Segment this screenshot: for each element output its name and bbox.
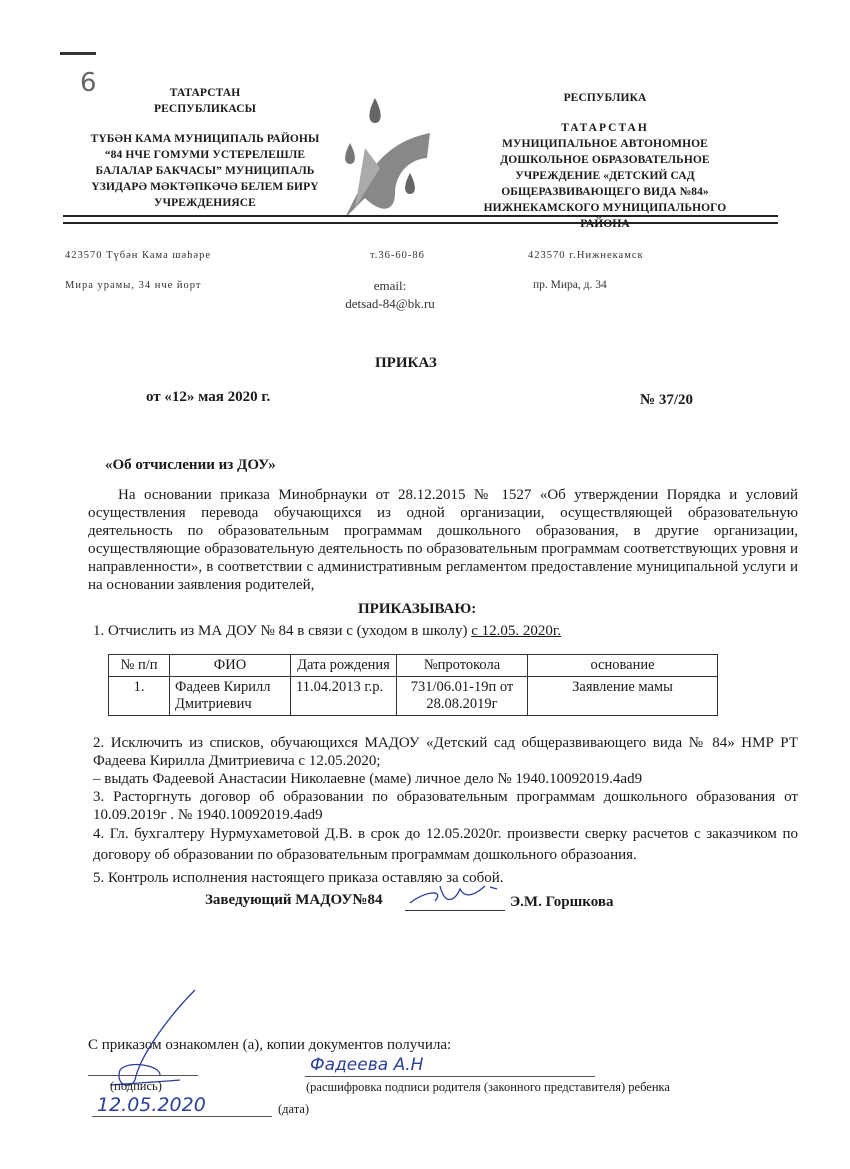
item-1-text: 1. Отчислить из МА ДОУ № 84 в связи с (уходом в школу) — [93, 623, 472, 639]
item-1-date: с 12.05. 2020г. — [471, 623, 562, 639]
header-right-org: НИЖНЕКАМСКОГО МУНИЦИПАЛЬНОГО — [483, 202, 727, 214]
header-right-org: ОБЩЕРАЗВИВАЮЩЕГО ВИДА №84» — [501, 186, 709, 198]
header-left-org: ТҮБӘН КАМА МУНИЦИПАЛЬ РАЙОНЫ — [90, 133, 320, 145]
head-signature — [405, 881, 505, 911]
header-left-org: БАЛАЛАР БАКЧАСЫ” МУНИЦИПАЛЬ — [95, 165, 315, 177]
head-name: Э.М. Горшкова — [510, 894, 614, 910]
date-line — [92, 1116, 272, 1117]
column-header: Дата рождения — [291, 655, 397, 677]
email: detsad-84@bk.ru — [345, 296, 435, 311]
column-header: № п/п — [109, 655, 170, 677]
header-right-org: РАЙОНА — [580, 218, 630, 230]
item-4: 4. Гл. бухгалтеру Нурмухаметовой Д.В. в срок до 12.05.2020г. произвести сверку расчетов с заказчиком по договору об образовании по образовательным программам дошкольного образоания. — [93, 826, 798, 863]
table-cell: 731/06.01-19п от 28.08.2019г — [397, 677, 528, 716]
document-date: от «12» мая 2020 г. — [146, 389, 271, 405]
left-address-line1: 423570 Түбән Кама шәһәре — [65, 250, 211, 261]
header-left-org: УЧРЕЖДЕНИЯСЕ — [154, 197, 256, 209]
header-right-org: УЧРЕЖДЕНИЕ «ДЕТСКИЙ САД — [515, 170, 695, 182]
table-cell: Фадеев Кирилл Дмитриевич — [170, 677, 291, 716]
date-label: (дата) — [278, 1102, 310, 1116]
document-subject: «Об отчислении из ДОУ» — [105, 457, 276, 473]
head-title: Заведующий МАДОУ№84 — [205, 892, 383, 908]
header-right-line2: ТАТАРСТАН — [561, 122, 649, 134]
document-body — [88, 456, 798, 913]
handwritten-page-number: 6 — [80, 68, 97, 98]
left-address-line2: Мира урамы, 34 нче йорт — [65, 280, 202, 291]
table-row — [109, 677, 718, 716]
header-right-line1: РЕСПУБЛИКА — [563, 92, 647, 104]
header-divider — [63, 215, 778, 224]
date-handwritten: 12.05.2020 — [97, 1094, 206, 1116]
header-right-org: МУНИЦИПАЛЬНОЕ АВТОНОМНОЕ — [502, 138, 708, 150]
students-table — [108, 654, 718, 716]
right-address-line1: 423570 г.Нижнекамск — [528, 250, 644, 261]
head-signature-row — [88, 891, 798, 913]
column-header: основание — [528, 655, 718, 677]
item-3: 3. Расторгнуть договор об образовании по образовательным программам дошкольного образования от 10.09.2019г . № 1940.10092019.4ad9 — [93, 789, 798, 823]
pen-mark — [60, 52, 96, 55]
header-left-line1: ТАТАРСТАН — [169, 87, 241, 99]
preamble-paragraph: На основании приказа Минобрнауки от 28.12.2015 № 1527 «Об утверждении Порядка и условий осуществления перевода обучающихся из одной организации, осуществляющей образовательную деятельность по образовательным программам дошкольного образования, в другие организации, осуществляющие образовательную деятельность по образовательным программам соответствующих уровня и направленности», в соответствии с административным регламентом предоставление муниципальной услуги и на основании заявления родителей, — [88, 487, 798, 593]
right-address-line2: пр. Мира, д. 34 — [533, 279, 607, 291]
item-2b: – выдать Фадеевой Анастасии Николаевне (маме) личное дело № 1940.10092019.4ad9 — [93, 771, 643, 787]
signature-label: (подпись) — [110, 1079, 162, 1093]
item-1 — [93, 622, 798, 640]
column-header: ФИО — [170, 655, 291, 677]
table-header-row — [109, 655, 718, 677]
order-word: ПРИКАЗЫВАЮ: — [358, 601, 477, 617]
document-number: № 37/20 — [640, 392, 693, 408]
item-2: 2. Исключить из списков, обучающихся МАДОУ «Детский сад общеразвивающего вида № 84» НМР РТ Фадеева Кирилла Дмитриевича с 12.05.2020; — [93, 735, 798, 769]
item-5: 5. Контроль исполнения настоящего приказа оставляю за собой. — [93, 870, 504, 886]
email-label: email: — [373, 278, 407, 293]
parent-name-handwritten: Фадеева А.Н — [310, 1055, 424, 1075]
decode-label: (расшифровка подписи родителя (законного представителя) ребенка — [306, 1080, 670, 1094]
header-left-line2: РЕСПУБЛИКАСЫ — [153, 103, 257, 115]
email-block — [340, 277, 440, 313]
document-title: ПРИКАЗ — [375, 355, 437, 371]
phone: т.36-60-86 — [370, 250, 425, 261]
header-left-org: ҮЗИДАРӘ МӘКТӘПКӘЧӘ БЕЛЕМ БИРҮ — [91, 181, 319, 193]
table-cell: 11.04.2013 г.р. — [291, 677, 397, 716]
table-cell: 1. — [109, 677, 170, 716]
decode-line — [305, 1076, 595, 1077]
header-left — [85, 85, 325, 211]
header-left-org: “84 НЧЕ ГОМУМИ УСТЕРЕЛЕШЛЕ — [104, 149, 306, 161]
column-header: №протокола — [397, 655, 528, 677]
header-right — [475, 90, 735, 232]
acknowledgement-text: С приказом ознакомлен (а), копии документов получила: — [88, 1037, 452, 1053]
signature-line — [88, 1075, 198, 1076]
table-cell: Заявление мамы — [528, 677, 718, 716]
header-right-org: ДОШКОЛЬНОЕ ОБРАЗОВАТЕЛЬНОЕ — [500, 154, 710, 166]
